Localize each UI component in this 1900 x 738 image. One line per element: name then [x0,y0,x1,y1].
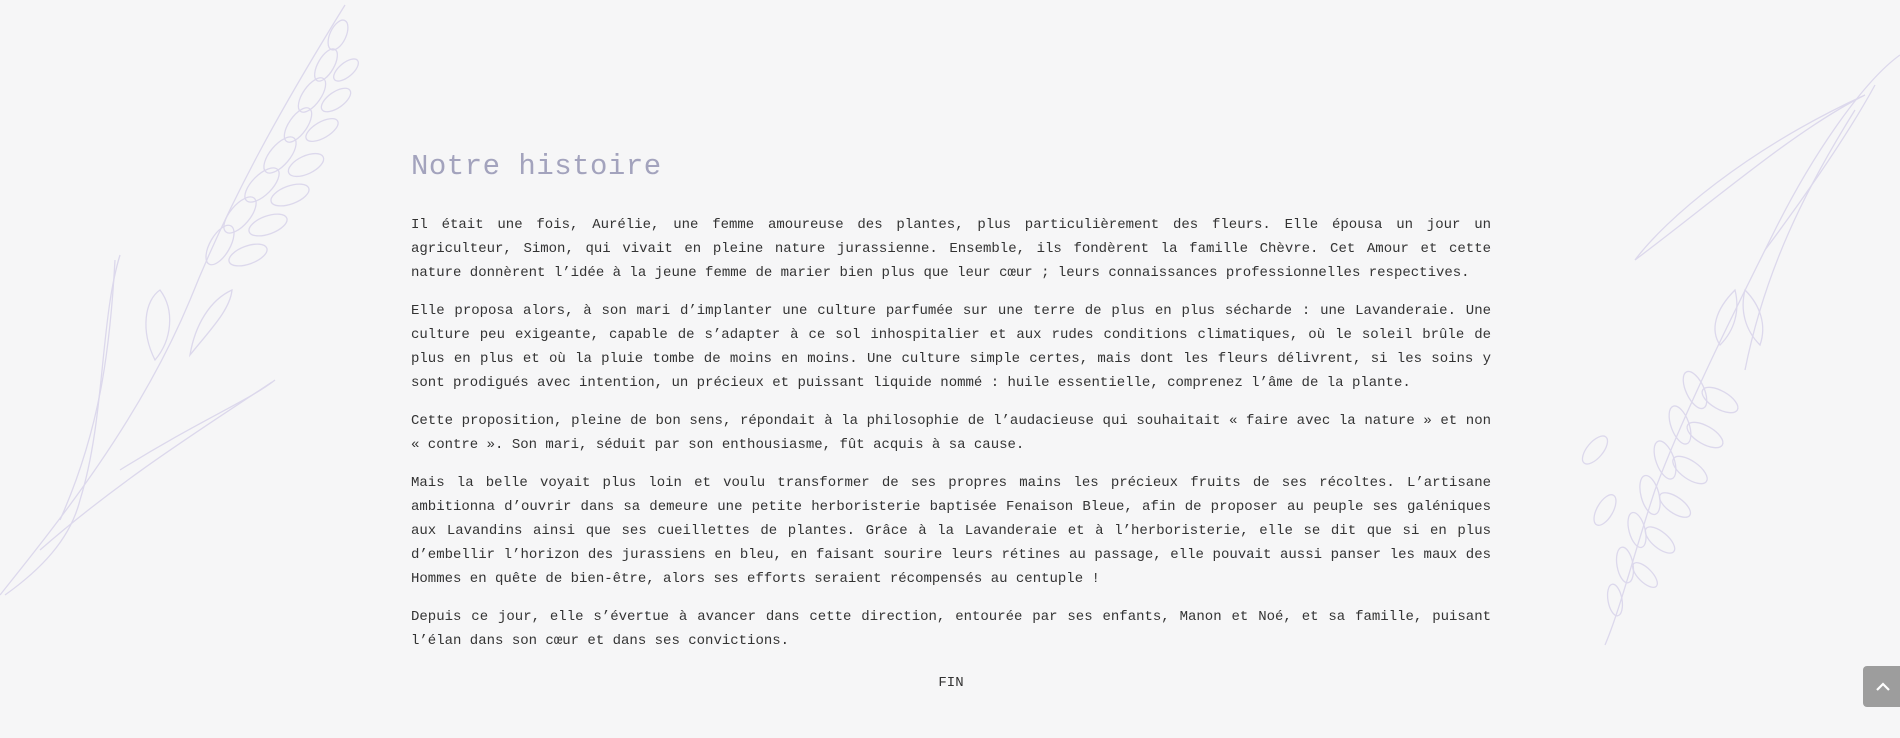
chevron-up-icon [1875,681,1891,693]
story-paragraph: Depuis ce jour, elle s’évertue à avancer dans cette direction, entourée par ses enfants, Manon et Noé, et sa famille, puisant l’élan dans son cœur et dans ses convictions. [411,609,1491,649]
lavender-branch-left-illustration [0,0,370,600]
end-label: FIN [938,675,964,691]
story-paragraph: Il était une fois, Aurélie, une femme amoureuse des plantes, plus particulièrement des fleurs. Elle épousa un jour un agriculteur, Simon, qui vivait en pleine nature jurassienne. Ensemble, ils fondèrent la famille Chèvre. Cet Amour et cette nature donnèrent l’idée à la jeune femme de marier bien plus que leur cœur ; leurs connaissances professionnelles respectives. [411,217,1491,281]
story-section [411,150,1491,691]
story-paragraph: Mais la belle voyait plus loin et voulu transformer de ses propres mains les précieux fruits de ses récoltes. L’artisane ambitionna d’ouvrir dans sa demeure une petite herboristerie baptisée Fenaison Bleue, afin de proposer au peuple ses galéniques aux Lavandins ainsi que ses cueillettes de plantes. Grâce à la Lavanderaie et à l’herboristerie, elle se dit que si en plus d’embellir l’horizon des jurassiens en bleu, en faisant sourire leurs rétines au passage, elle pouvait aussi panser les maux des Hommes en quête de bien-être, alors ses efforts seraient récompensés au centuple ! [411,475,1491,587]
page-title: Notre histoire [411,150,662,183]
lavender-branch-right-illustration [1545,40,1900,650]
story-paragraph: Elle proposa alors, à son mari d’implanter une culture parfumée sur une terre de plus en plus sécharde : une Lavanderaie. Une culture peu exigeante, capable de s’adapter à ce sol inhospitalier et aux rudes conditions climatiques, où le soleil brûle de plus en plus et où la pluie tombe de moins en moins. Une culture simple certes, mais dont les fleurs délivrent, si les soins y sont prodigués avec intention, un précieux et puissant liquide nommé : huile essentielle, comprenez l’âme de la plante. [411,303,1491,391]
story-paragraph: Cette proposition, pleine de bon sens, répondait à la philosophie de l’audacieuse qui souhaitait « faire avec la nature » et non « contre ». Son mari, séduit par son enthousiasme, fût acquis à sa cause. [411,413,1491,453]
back-to-top-button[interactable] [1863,666,1900,707]
